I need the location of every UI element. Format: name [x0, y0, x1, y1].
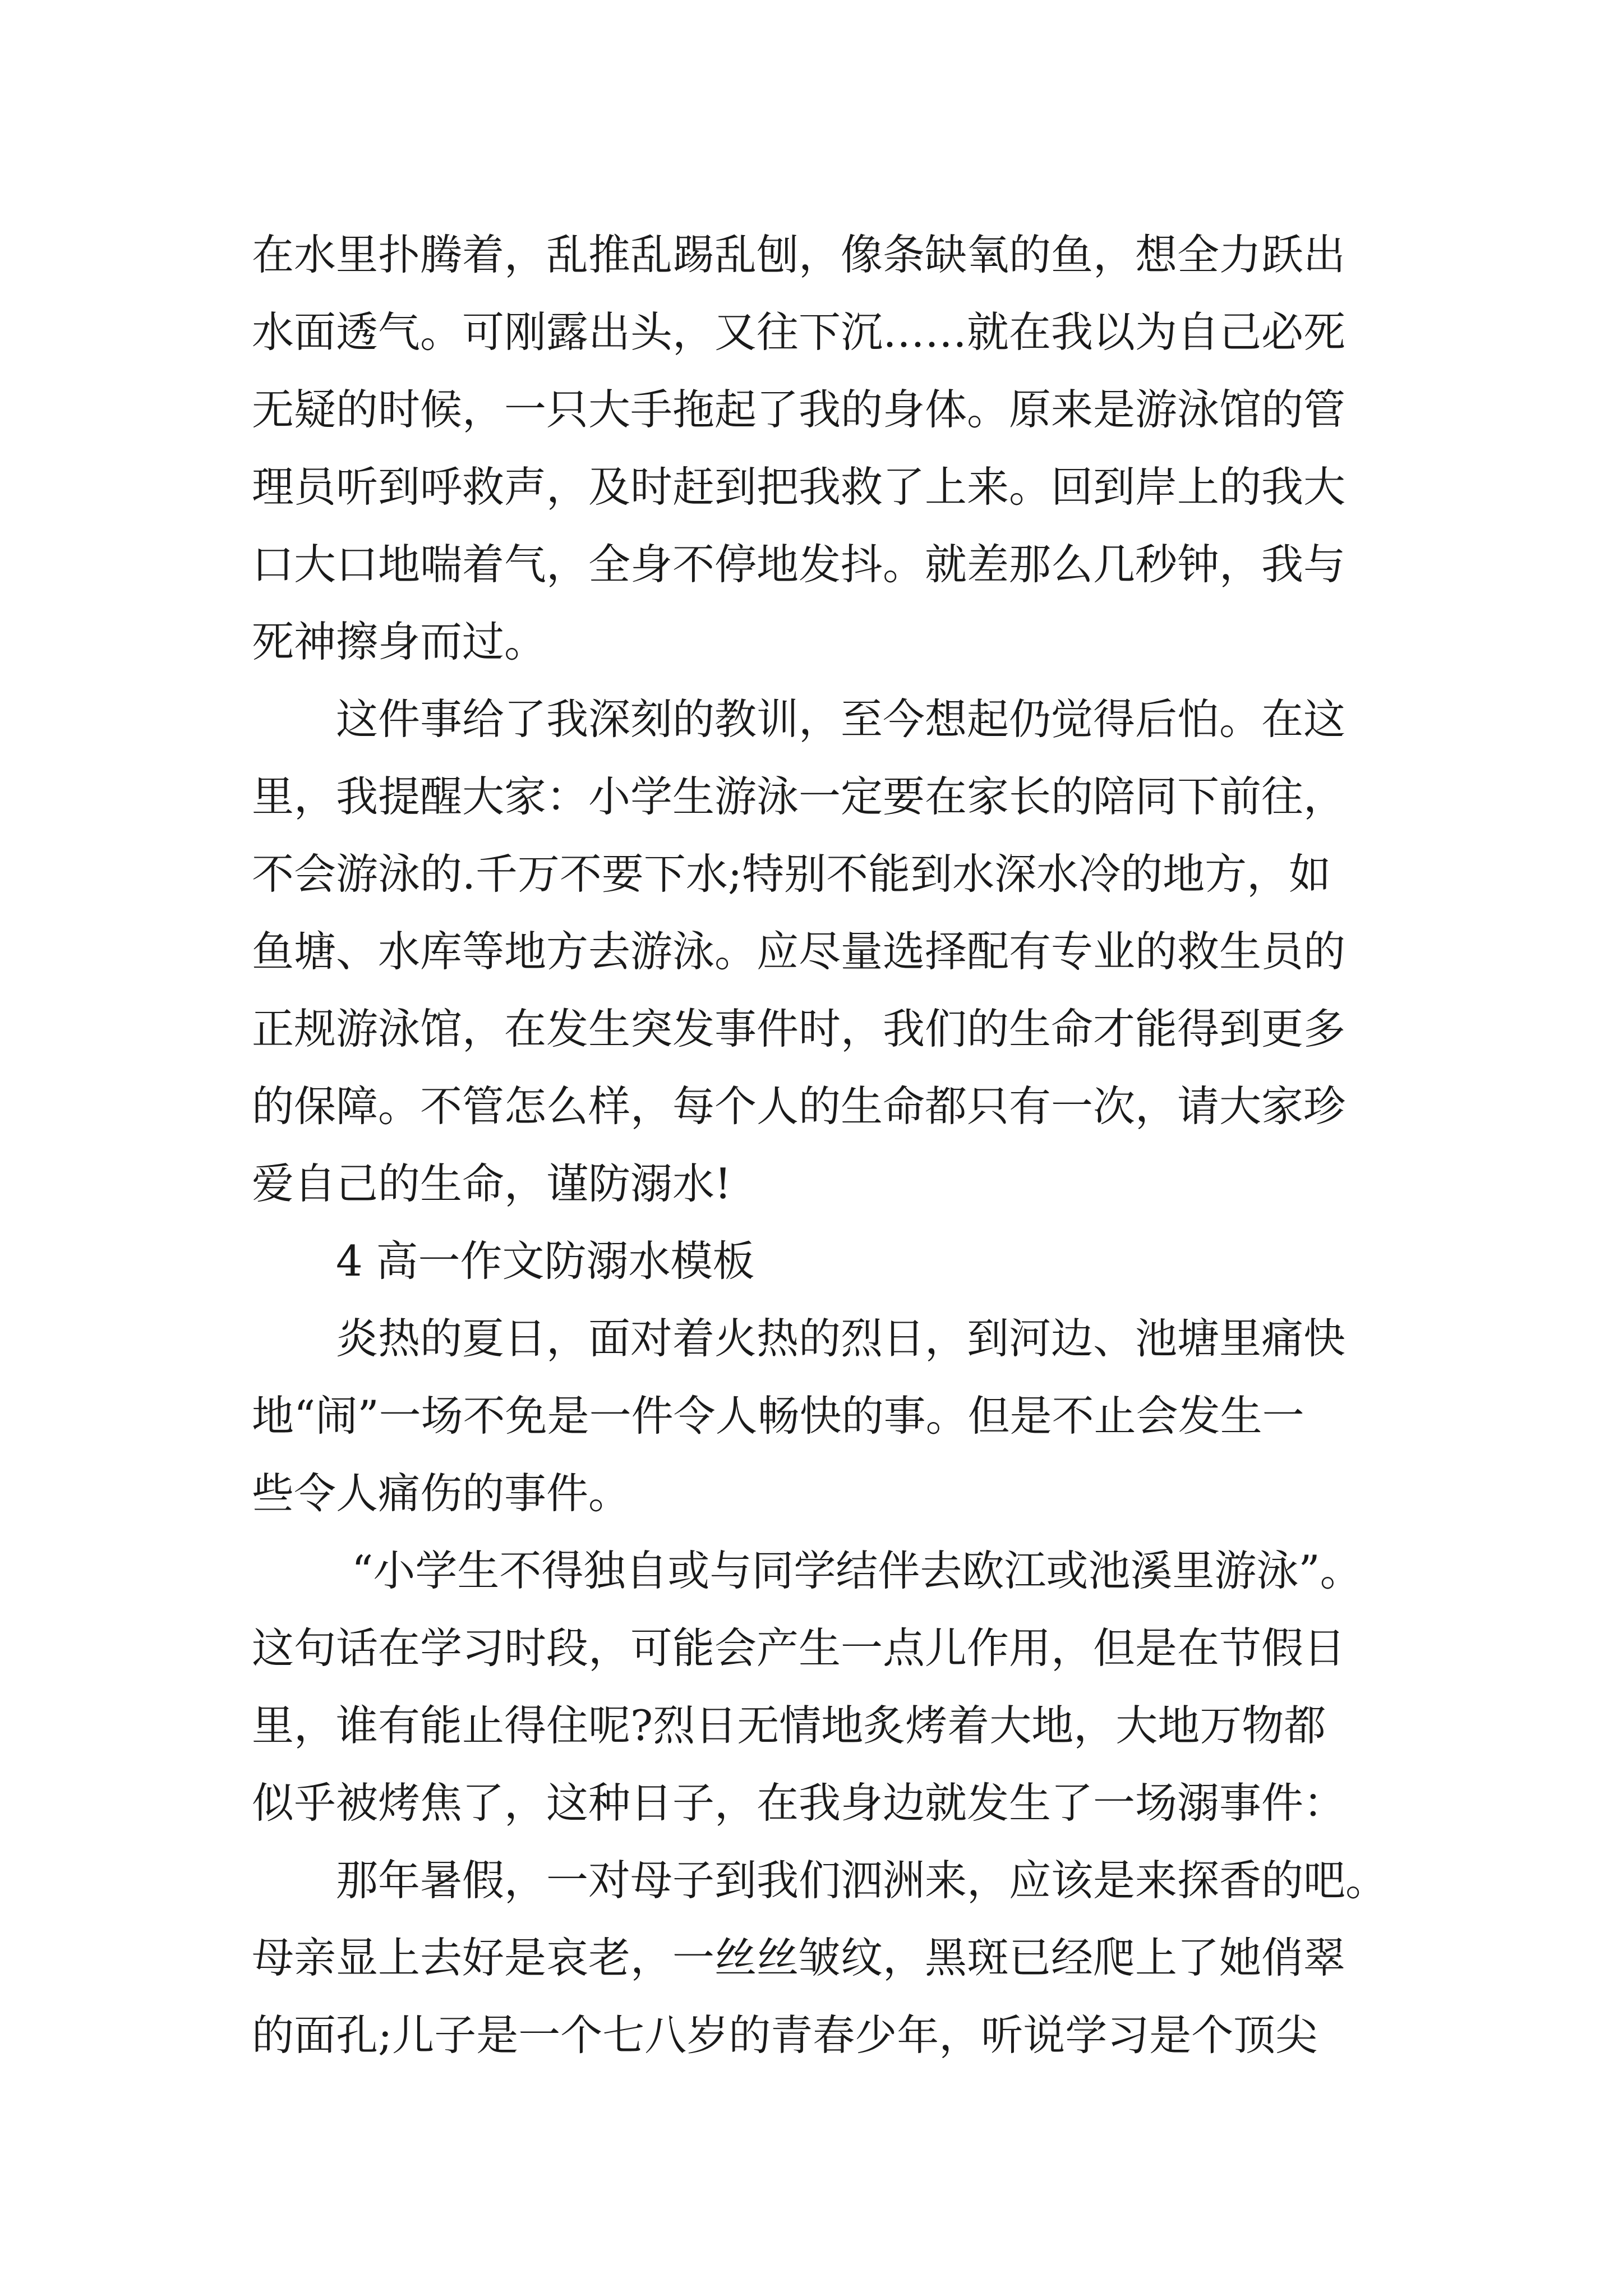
text-line: 不会游泳的.千万不要下水;特别不能到水深水冷的地方，如 [252, 849, 1331, 899]
text-line: 地“闹”一场不免是一件令人畅快的事。但是不止会发生一 [252, 1391, 1304, 1441]
text-line: 爱自己的生命，谨防溺水! [252, 1159, 732, 1208]
text-line: 里，我提醒大家：小学生游泳一定要在家长的陪同下前往， [252, 772, 1346, 821]
text-line: 在水里扑腾着，乱推乱踢乱刨，像条缺氧的鱼，想全力跃出 [252, 230, 1346, 279]
text-line: 死神擦身而过。 [252, 617, 547, 666]
paragraph-first-line: 这件事给了我深刻的教训，至今想起仍觉得后怕。在这 [336, 694, 1346, 744]
text-line: 似乎被烤焦了，这种日子，在我身边就发生了一场溺事件： [252, 1778, 1346, 1828]
text-line: 母亲显上去好是哀老，一丝丝皱纹，黑斑已经爬上了她俏翠 [252, 1933, 1346, 1982]
body-text [252, 216, 1388, 2074]
text-line: 理员听到呼救声，及时赶到把我救了上来。回到岸上的我大 [252, 462, 1346, 512]
text-line: 的保障。不管怎么样，每个人的生命都只有一次，请大家珍 [252, 1082, 1346, 1131]
text-line: 口大口地喘着气，全身不停地发抖。就差那么几秒钟，我与 [252, 540, 1346, 589]
paragraph-first-line: 那年暑假，一对母子到我们泗洲来，应该是来探香的吧。 [336, 1856, 1388, 1905]
text-line: 的面孔;儿子是一个七八岁的青春少年，听说学习是个顶尖 [252, 2010, 1318, 2060]
text-line: 无疑的时候，一只大手拖起了我的身体。原来是游泳馆的管 [252, 385, 1346, 434]
text-line: 里，谁有能止得住呢?烈日无情地炙烤着大地，大地万物都 [252, 1701, 1326, 1750]
text-line: 正规游泳馆，在发生突发事件时，我们的生命才能得到更多 [252, 1004, 1346, 1053]
text-line: 些令人痛伤的事件。 [252, 1469, 631, 1518]
text-line: 水面透气。可刚露出头，又往下沉……就在我以为自己必死 [252, 307, 1346, 357]
text-line: 鱼塘、水库等地方去游泳。应尽量选择配有专业的救生员的 [252, 927, 1346, 976]
section-heading: 4 高一作文防溺水模板 [336, 1236, 755, 1286]
paragraph-first-line: 炎热的夏日，面对着火热的烈日，到河边、池塘里痛快 [336, 1314, 1346, 1363]
text-line: 这句话在学习时段，可能会产生一点儿作用，但是在节假日 [252, 1623, 1346, 1673]
quote-line: “小学生不得独自或与同学结伴去欧江或池溪里游泳”。 [352, 1546, 1362, 1595]
